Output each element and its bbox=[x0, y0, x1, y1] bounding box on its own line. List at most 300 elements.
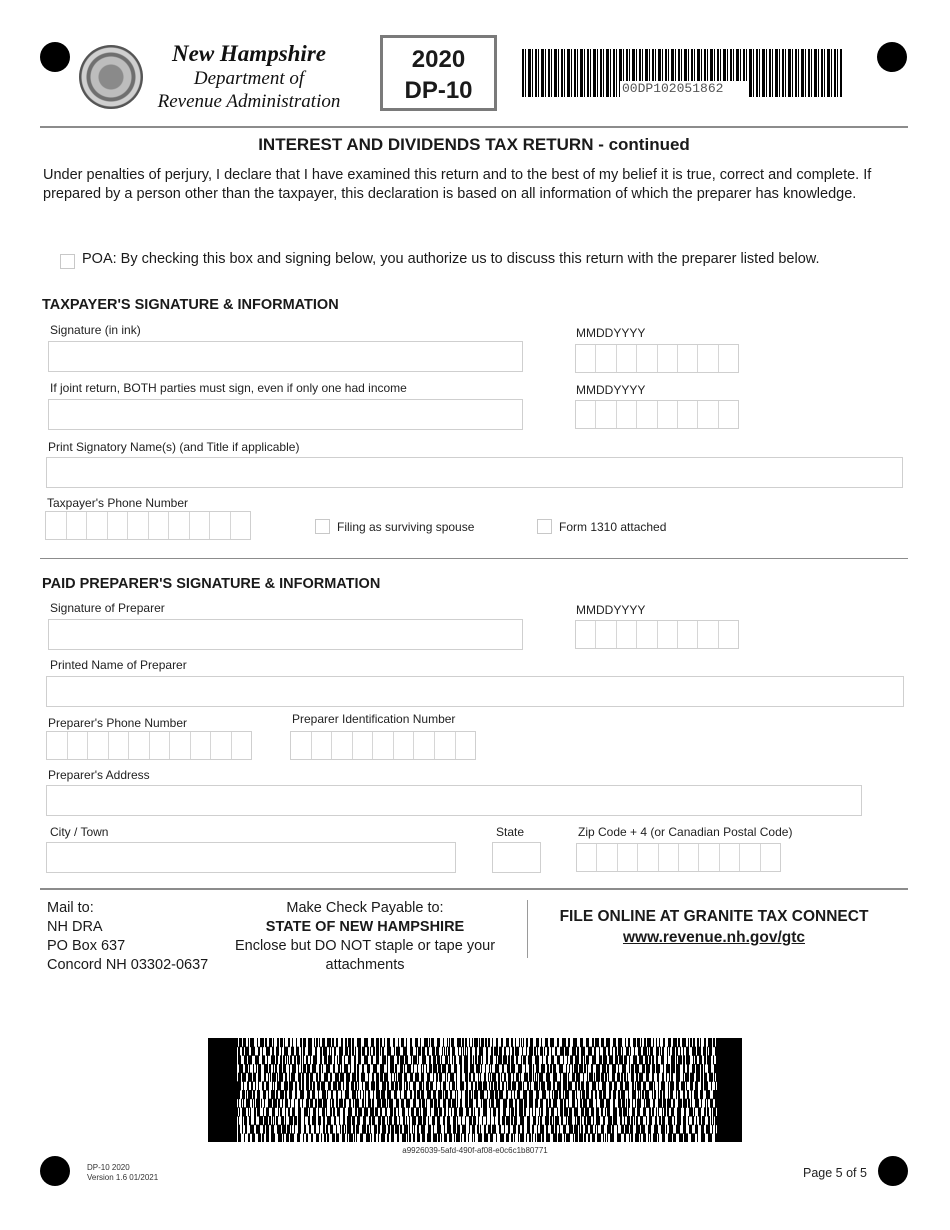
barcode-bar bbox=[561, 1116, 563, 1125]
barcode-bar bbox=[288, 1107, 290, 1116]
barcode-bar bbox=[454, 1133, 455, 1142]
barcode-bar bbox=[244, 1055, 247, 1064]
barcode-bar bbox=[306, 1081, 309, 1090]
barcode-bar bbox=[535, 1099, 538, 1108]
barcode-bar bbox=[300, 1090, 304, 1099]
barcode-bar bbox=[355, 1081, 357, 1090]
barcode-bar bbox=[499, 1090, 503, 1099]
barcode-bar bbox=[457, 1099, 458, 1108]
preparer-printed-name-field[interactable] bbox=[46, 676, 904, 707]
barcode-bar bbox=[461, 1090, 462, 1099]
barcode-bar bbox=[551, 1047, 552, 1056]
barcode-bar bbox=[560, 1099, 563, 1108]
barcode-bar bbox=[526, 1133, 527, 1142]
barcode-bar bbox=[478, 1073, 479, 1082]
barcode-bar bbox=[646, 1064, 650, 1073]
preparer-state-field[interactable] bbox=[492, 842, 541, 873]
barcode-bar bbox=[433, 1125, 434, 1134]
barcode-bar bbox=[380, 1038, 382, 1047]
barcode-bar bbox=[603, 1090, 606, 1099]
barcode-bar bbox=[439, 1107, 442, 1116]
barcode-bar bbox=[462, 1125, 466, 1134]
barcode-bar bbox=[541, 1064, 545, 1073]
barcode-bar bbox=[321, 1081, 325, 1090]
barcode-bar bbox=[701, 1064, 703, 1073]
barcode-bar bbox=[551, 1055, 554, 1064]
barcode-bar bbox=[316, 1133, 319, 1142]
check-line-3: Enclose but DO NOT staple or tape your bbox=[234, 938, 496, 954]
barcode-bar bbox=[661, 1125, 665, 1134]
barcode-bar bbox=[641, 1038, 642, 1047]
barcode-bar bbox=[662, 1133, 665, 1142]
barcode-bar bbox=[478, 1081, 482, 1090]
form-id: DP-10 bbox=[404, 77, 473, 104]
barcode-bar bbox=[529, 1133, 531, 1142]
barcode-bar bbox=[377, 1099, 381, 1108]
barcode-bar bbox=[489, 1081, 490, 1090]
barcode-bar bbox=[688, 1116, 689, 1125]
barcode-bar bbox=[464, 1055, 468, 1064]
barcode-bar bbox=[502, 1081, 504, 1090]
barcode-bar bbox=[345, 1125, 346, 1134]
barcode-bar bbox=[406, 1081, 408, 1090]
barcode-bar bbox=[235, 1107, 238, 1116]
barcode-bar bbox=[537, 1125, 538, 1134]
barcode-bar bbox=[683, 1047, 684, 1056]
barcode-bar bbox=[271, 1090, 275, 1099]
barcode-bar bbox=[407, 1064, 411, 1073]
barcode-bar bbox=[357, 1073, 359, 1082]
barcode-bar bbox=[462, 1038, 464, 1047]
barcode-bar bbox=[264, 1099, 265, 1108]
poa-checkbox[interactable] bbox=[60, 254, 75, 269]
barcode-bar bbox=[428, 1125, 431, 1134]
barcode-bar bbox=[524, 1073, 528, 1082]
barcode-bar bbox=[364, 1038, 368, 1047]
barcode-bar bbox=[387, 1055, 388, 1064]
barcode-bar bbox=[605, 1107, 606, 1116]
barcode-bar bbox=[572, 1064, 573, 1073]
barcode-bar bbox=[639, 1073, 643, 1082]
barcode-bar bbox=[421, 1073, 424, 1082]
barcode-bar bbox=[511, 1055, 514, 1064]
barcode-bar bbox=[242, 1116, 243, 1125]
barcode-bar bbox=[466, 1107, 469, 1116]
barcode-bar bbox=[427, 1047, 429, 1056]
barcode-bar bbox=[300, 1038, 302, 1047]
barcode-bar bbox=[578, 1081, 580, 1090]
barcode-bar bbox=[618, 1064, 619, 1073]
barcode-bar bbox=[514, 1133, 515, 1142]
barcode-bar bbox=[246, 1090, 247, 1099]
barcode-bar bbox=[476, 1064, 480, 1073]
barcode-bar bbox=[452, 1047, 455, 1056]
barcode-bar bbox=[707, 1047, 708, 1056]
barcode-bar bbox=[398, 1073, 402, 1082]
barcode-bar bbox=[581, 1116, 582, 1125]
barcode-bar bbox=[657, 1073, 659, 1082]
barcode-bar bbox=[610, 1133, 614, 1142]
taxpayer-section-heading: TAXPAYER'S SIGNATURE & INFORMATION bbox=[42, 297, 339, 313]
barcode-bar bbox=[649, 1081, 653, 1090]
barcode-bar bbox=[267, 1055, 268, 1064]
barcode-bar bbox=[490, 1133, 493, 1142]
barcode-bar bbox=[687, 1064, 689, 1073]
barcode-bar bbox=[544, 1047, 545, 1056]
barcode-bar bbox=[477, 1125, 479, 1134]
barcode-bar bbox=[376, 1038, 379, 1047]
barcode-bar bbox=[522, 1047, 523, 1056]
barcode-bar bbox=[348, 1107, 352, 1116]
barcode-bar bbox=[295, 1081, 297, 1090]
barcode-bar bbox=[277, 1081, 281, 1090]
barcode-bar bbox=[362, 1081, 363, 1090]
barcode-bar bbox=[662, 1073, 664, 1082]
barcode-bar bbox=[362, 1064, 364, 1073]
barcode-bar bbox=[262, 1047, 263, 1056]
barcode-bar bbox=[709, 1073, 713, 1082]
barcode-bar bbox=[621, 1073, 623, 1082]
barcode-bar bbox=[411, 1055, 412, 1064]
barcode-bar bbox=[667, 1047, 668, 1056]
barcode-bar bbox=[416, 1107, 419, 1116]
barcode-bar bbox=[356, 1125, 359, 1134]
barcode-bar bbox=[632, 1107, 635, 1116]
barcode-bar bbox=[640, 1090, 641, 1099]
barcode-bar bbox=[542, 1090, 546, 1099]
barcode-bar bbox=[382, 1055, 386, 1064]
barcode-bar bbox=[428, 1116, 429, 1125]
barcode-bar bbox=[376, 1090, 380, 1099]
barcode-bar bbox=[542, 1055, 543, 1064]
barcode-bar bbox=[456, 1081, 457, 1090]
barcode-bar bbox=[481, 1064, 482, 1073]
barcode-bar bbox=[511, 1133, 513, 1142]
barcode-bar bbox=[387, 1116, 388, 1125]
barcode-bar bbox=[239, 1038, 242, 1047]
barcode-bar bbox=[540, 1116, 542, 1125]
barcode-bar bbox=[528, 1055, 532, 1064]
barcode-bar bbox=[601, 1107, 603, 1116]
barcode-bar bbox=[436, 1081, 437, 1090]
taxpayer-date-label: MMDDYYYY bbox=[576, 326, 646, 340]
barcode-bar bbox=[496, 1055, 497, 1064]
barcode-bar bbox=[339, 1116, 340, 1125]
mail-to-line: PO Box 637 bbox=[47, 938, 126, 954]
barcode-bar bbox=[255, 1055, 259, 1064]
preparer-id-field[interactable] bbox=[290, 731, 476, 760]
barcode-bar bbox=[573, 1133, 574, 1142]
barcode-bar bbox=[308, 1038, 312, 1047]
barcode-bar bbox=[391, 1125, 394, 1134]
barcode-bar bbox=[640, 1133, 641, 1142]
barcode-bar bbox=[690, 1038, 692, 1047]
barcode-bar bbox=[478, 1055, 481, 1064]
barcode-bar bbox=[593, 1116, 594, 1125]
barcode-bar bbox=[650, 1133, 651, 1142]
barcode-bar bbox=[318, 1090, 319, 1099]
barcode-bar bbox=[336, 1133, 339, 1142]
barcode-bar bbox=[670, 1081, 674, 1090]
preparer-signature-field[interactable] bbox=[48, 619, 523, 650]
barcode-bar bbox=[459, 1055, 462, 1064]
barcode-bar bbox=[658, 1081, 659, 1090]
barcode-bar bbox=[643, 1133, 646, 1142]
barcode-bar bbox=[669, 1125, 673, 1134]
barcode-bar bbox=[343, 1081, 344, 1090]
registration-mark-top-left bbox=[40, 42, 70, 72]
barcode-bar bbox=[296, 1047, 299, 1056]
barcode-bar bbox=[673, 1133, 676, 1142]
barcode-bar bbox=[582, 1090, 585, 1099]
barcode-bar bbox=[632, 1090, 636, 1099]
barcode-bar bbox=[423, 1081, 424, 1090]
barcode-bar bbox=[628, 1107, 629, 1116]
barcode-bar bbox=[608, 1116, 612, 1125]
registration-mark-top-right bbox=[877, 42, 907, 72]
barcode-bar bbox=[441, 1055, 442, 1064]
barcode-bar bbox=[245, 1047, 249, 1056]
barcode-bar bbox=[701, 1099, 702, 1108]
taxpayer-phone-field[interactable] bbox=[45, 511, 251, 540]
preparer-city-field[interactable] bbox=[46, 842, 456, 873]
barcode-bar bbox=[483, 1081, 487, 1090]
barcode-bar bbox=[347, 1133, 348, 1142]
barcode-bar bbox=[518, 1081, 522, 1090]
barcode-bar bbox=[237, 1081, 241, 1090]
barcode-bar bbox=[469, 1125, 470, 1134]
barcode-bar bbox=[631, 1064, 634, 1073]
spouse-date-field[interactable] bbox=[575, 400, 739, 429]
barcode-bar bbox=[485, 1038, 487, 1047]
barcode-bar bbox=[635, 1133, 639, 1142]
barcode-bar bbox=[617, 1133, 621, 1142]
barcode-bar bbox=[286, 1133, 289, 1142]
barcode-bar bbox=[370, 1125, 371, 1134]
barcode-bar bbox=[501, 1038, 503, 1047]
barcode-bar bbox=[320, 1047, 322, 1056]
barcode-bar bbox=[668, 1038, 671, 1047]
barcode-bar bbox=[273, 1099, 277, 1108]
barcode-bar bbox=[546, 1055, 548, 1064]
barcode-bar bbox=[340, 1125, 341, 1134]
barcode-bar bbox=[380, 1073, 383, 1082]
preparer-zip-field[interactable] bbox=[576, 843, 781, 872]
barcode-bar bbox=[298, 1099, 300, 1108]
preparer-city-label: City / Town bbox=[50, 825, 109, 839]
barcode-bar bbox=[643, 1081, 646, 1090]
barcode-bar bbox=[521, 1038, 522, 1047]
barcode-bar bbox=[272, 1047, 274, 1056]
barcode-bar bbox=[343, 1107, 345, 1116]
barcode-bar bbox=[713, 1038, 715, 1047]
barcode-bar bbox=[633, 1055, 637, 1064]
barcode-bar bbox=[307, 1064, 310, 1073]
barcode-bar bbox=[641, 1125, 645, 1134]
barcode-bar bbox=[627, 1116, 630, 1125]
barcode-bar bbox=[433, 1073, 434, 1082]
barcode-bar bbox=[339, 1055, 342, 1064]
barcode-bar bbox=[400, 1125, 402, 1134]
barcode-bar bbox=[452, 1055, 453, 1064]
barcode-bar bbox=[442, 1064, 446, 1073]
barcode-bar bbox=[654, 1090, 656, 1099]
section-divider bbox=[40, 558, 908, 559]
barcode-bar bbox=[451, 1107, 452, 1116]
form-1310-checkbox[interactable] bbox=[537, 519, 552, 534]
barcode-bar bbox=[372, 1099, 374, 1108]
print-name-field[interactable] bbox=[46, 457, 903, 488]
barcode-bar bbox=[348, 1038, 351, 1047]
barcode-bar bbox=[244, 1116, 247, 1125]
barcode-bar bbox=[695, 1125, 698, 1134]
barcode-bar bbox=[326, 1064, 330, 1073]
barcode-bar bbox=[246, 1099, 250, 1108]
spouse-signature-field[interactable] bbox=[48, 399, 523, 430]
barcode-bar bbox=[444, 1047, 445, 1056]
barcode-bar bbox=[328, 1081, 331, 1090]
barcode-bar bbox=[523, 1055, 526, 1064]
barcode-bar bbox=[358, 1047, 361, 1056]
preparer-id-label: Preparer Identification Number bbox=[292, 712, 456, 726]
barcode-bar bbox=[601, 1038, 604, 1047]
barcode-bar bbox=[276, 1116, 278, 1125]
barcode-bar bbox=[603, 1133, 604, 1142]
preparer-date-field[interactable] bbox=[575, 620, 739, 649]
barcode-bar bbox=[404, 1064, 405, 1073]
barcode-bar bbox=[266, 1107, 269, 1116]
barcode-bar bbox=[632, 1081, 634, 1090]
barcode-bar bbox=[426, 1099, 427, 1108]
barcode-bar bbox=[248, 1133, 250, 1142]
taxpayer-date-field[interactable] bbox=[575, 344, 739, 373]
barcode-bar bbox=[280, 1055, 282, 1064]
barcode-bar bbox=[395, 1081, 398, 1090]
barcode-bar bbox=[584, 1064, 586, 1073]
barcode-bar bbox=[298, 1064, 299, 1073]
barcode-bar bbox=[612, 1073, 615, 1082]
barcode-bar bbox=[341, 1090, 342, 1099]
barcode-bar bbox=[239, 1064, 243, 1073]
barcode-bar bbox=[527, 1081, 529, 1090]
barcode-bar bbox=[671, 1055, 675, 1064]
barcode-bar bbox=[422, 1055, 426, 1064]
barcode-bar bbox=[671, 1073, 673, 1082]
barcode-bar bbox=[208, 1038, 211, 1142]
barcode-bar bbox=[694, 1090, 698, 1099]
barcode-bar bbox=[434, 1107, 438, 1116]
barcode-bar bbox=[275, 1064, 277, 1073]
barcode-bar bbox=[394, 1107, 396, 1116]
taxpayer-signature-field[interactable] bbox=[48, 341, 523, 372]
barcode-bar bbox=[683, 1064, 685, 1073]
barcode-bar bbox=[282, 1099, 283, 1108]
barcode-bar bbox=[250, 1107, 251, 1116]
preparer-address-field[interactable] bbox=[46, 785, 862, 816]
barcode-bar bbox=[438, 1064, 441, 1073]
barcode-bar bbox=[332, 1038, 334, 1047]
barcode-bar bbox=[381, 1133, 385, 1142]
barcode-bar bbox=[304, 1125, 306, 1134]
barcode-bar bbox=[394, 1073, 395, 1082]
barcode-bar bbox=[523, 1081, 524, 1090]
barcode-bar bbox=[410, 1047, 413, 1056]
gtc-link[interactable]: www.revenue.nh.gov/gtc bbox=[622, 929, 805, 946]
barcode-bar bbox=[483, 1107, 487, 1116]
barcode-bar bbox=[358, 1107, 362, 1116]
barcode-bar bbox=[468, 1133, 469, 1142]
barcode-bar bbox=[642, 1090, 644, 1099]
barcode-bar bbox=[396, 1047, 400, 1056]
barcode-bar bbox=[662, 1107, 663, 1116]
barcode-bar bbox=[322, 1090, 326, 1099]
barcode-bar bbox=[369, 1116, 371, 1125]
barcode-bar bbox=[515, 1107, 517, 1116]
barcode-bar bbox=[312, 1064, 316, 1073]
barcode-bar bbox=[416, 1047, 417, 1056]
barcode-bar bbox=[395, 1125, 399, 1134]
barcode-bar bbox=[308, 1047, 312, 1056]
barcode-bar bbox=[534, 1047, 536, 1056]
barcode-bar bbox=[707, 1107, 709, 1116]
barcode-bar bbox=[362, 1047, 365, 1056]
barcode-bar bbox=[654, 1125, 658, 1134]
barcode-bar bbox=[330, 1125, 333, 1134]
barcode-bar bbox=[566, 1133, 570, 1142]
barcode-bar bbox=[492, 1038, 493, 1047]
barcode-bar bbox=[250, 1125, 254, 1134]
barcode-bar bbox=[422, 1047, 425, 1056]
barcode-bar bbox=[592, 1038, 594, 1047]
barcode-bar bbox=[708, 1064, 711, 1073]
barcode-bar bbox=[323, 1047, 327, 1056]
barcode-bar bbox=[518, 1133, 519, 1142]
barcode-bar bbox=[672, 1047, 675, 1056]
barcode-bar bbox=[248, 1038, 249, 1047]
barcode-bar bbox=[378, 1116, 381, 1125]
barcode-bar bbox=[656, 1055, 658, 1064]
barcode-bar bbox=[644, 1099, 645, 1108]
surviving-spouse-checkbox[interactable] bbox=[315, 519, 330, 534]
preparer-phone-field[interactable] bbox=[46, 731, 252, 760]
barcode-bar bbox=[698, 1107, 701, 1116]
barcode-bar bbox=[587, 1064, 588, 1073]
barcode-bar bbox=[298, 1073, 301, 1082]
barcode-bar bbox=[431, 1038, 434, 1047]
barcode-bar bbox=[546, 1133, 550, 1142]
barcode-bar bbox=[490, 1116, 491, 1125]
barcode-bar bbox=[473, 1055, 474, 1064]
barcode-bar bbox=[678, 1055, 682, 1064]
barcode-bar bbox=[330, 1107, 332, 1116]
barcode-bar bbox=[315, 1047, 317, 1056]
barcode-bar bbox=[423, 1064, 424, 1073]
barcode-bar bbox=[310, 1073, 313, 1082]
barcode-bar bbox=[613, 1116, 617, 1125]
barcode-bar bbox=[514, 1090, 515, 1099]
barcode-bar bbox=[320, 1055, 322, 1064]
barcode-bar bbox=[394, 1047, 395, 1056]
barcode-bar bbox=[562, 1038, 566, 1047]
barcode-bar bbox=[506, 1038, 509, 1047]
barcode-bar bbox=[622, 1099, 625, 1108]
barcode-bar bbox=[269, 1064, 271, 1073]
barcode-bar bbox=[413, 1055, 417, 1064]
barcode-bar bbox=[621, 1125, 624, 1134]
barcode-bar bbox=[306, 1099, 309, 1108]
barcode-bar bbox=[329, 1047, 330, 1056]
barcode-bar bbox=[572, 1073, 575, 1082]
